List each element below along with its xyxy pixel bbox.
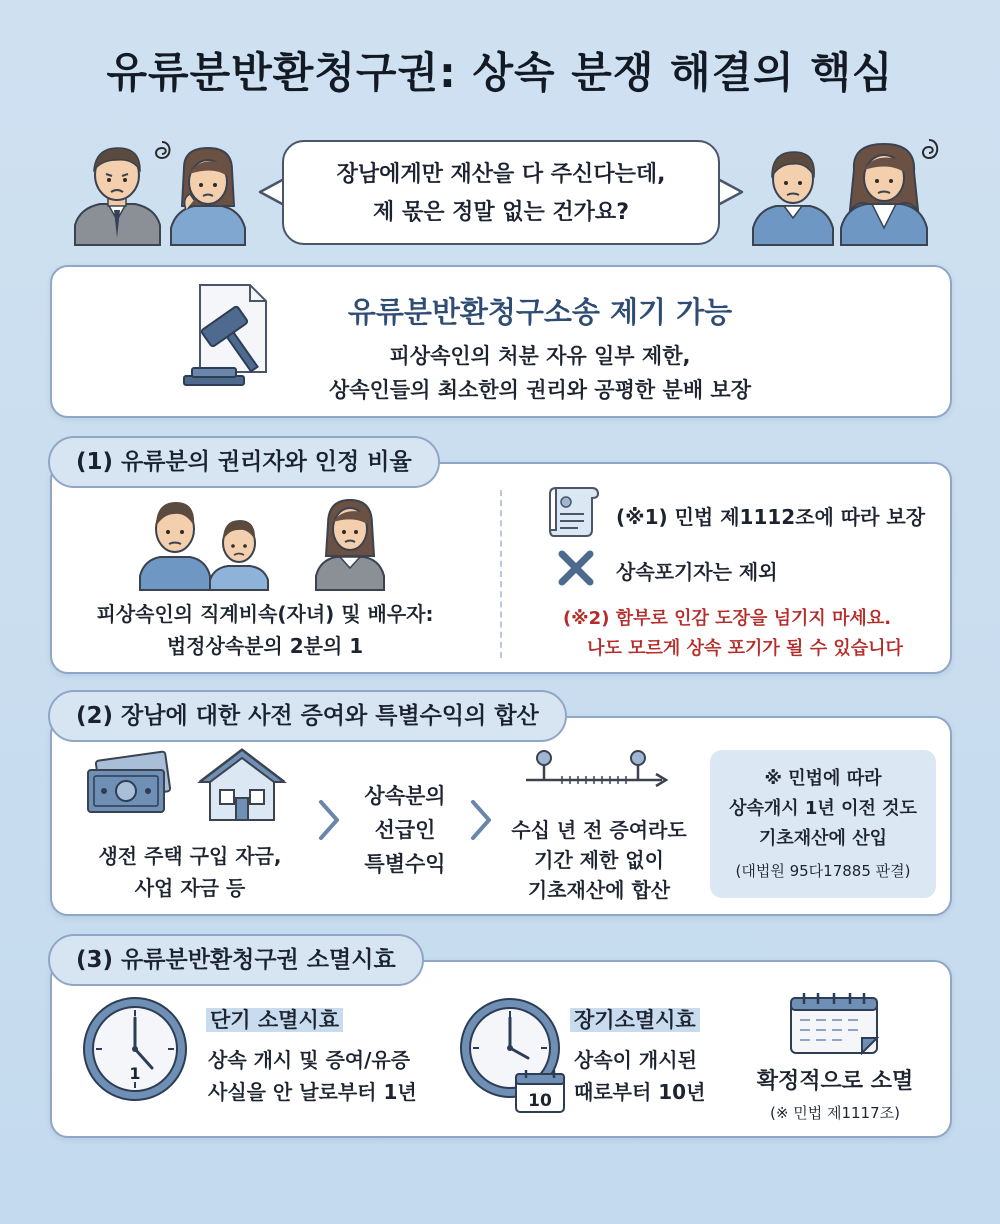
section-2-note-4: (대법원 95다17885 판결) [735,862,911,880]
calendar-icon [788,990,880,1056]
section-3-short-head [206,1004,343,1034]
page-title: 유류분반환청구권: 상속 분쟁 해결의 핵심 [106,48,894,97]
section-1-caption-1: 피상속인의 직계비속(자녀) 및 배우자: [96,602,434,626]
chevron-right-icon-2 [468,798,494,842]
section-3-long-2: 때로부터 10년 [574,1080,706,1104]
money-icon [84,752,172,816]
section-3-final-note: (※ 민법 제1117조) [770,1104,900,1122]
hero-heading: 유류분반환청구소송 제기 가능 [347,295,733,329]
section-2-note-2: 상속개시 1년 이전 것도 [729,798,917,819]
family-icon [136,496,390,590]
section-3-final-head: 확정적으로 소멸 [756,1069,914,1094]
worried-mark-icon-right [914,136,944,166]
bubble-tail-mask-right [712,178,718,206]
bubble-line-1: 장남에게만 재산을 다 주신다는데, [336,162,666,187]
section-1-item-1: (※1) 민법 제1112조에 따라 보장 [616,505,926,529]
section-2-time-3: 기초재산에 합산 [527,878,671,902]
clock-calendar-icon [458,996,570,1114]
hero-line-2: 상속인들의 최소한의 권리와 공평한 분배 보장 [329,378,751,402]
section-1-warning-1: (※2) 함부로 인감 도장을 넘기지 마세요. [562,608,892,629]
section-2-mid-3: 특별수익 [364,852,446,876]
scroll-document-icon [548,484,600,538]
hero-line-1: 피상속인의 처분 자유 일부 제한, [389,344,691,368]
timeline-icon [522,748,672,796]
chevron-right-icon [316,798,342,842]
section-2-note-3: 기초재산에 산입 [759,828,887,849]
section-3-pill: (3) 유류분반환청구권 소멸시효 [48,934,424,986]
house-icon [196,746,288,822]
section-1-caption-2: 법정상속분의 2분의 1 [166,634,364,658]
section-1-item-2: 상속포기자는 제외 [616,560,778,584]
section-2-mid-2: 선급인 [374,818,436,842]
section-3-short-2: 사실을 안 날로부터 1년 [208,1080,417,1104]
section-2-gift-1: 생전 주택 구입 자금, [98,844,282,868]
section-2-mid-1: 상속분의 [364,784,446,808]
bubble-line-2: 제 몫은 정말 없는 건가요? [373,200,629,225]
long-head-text: 장기소멸시효 [570,1008,700,1032]
section-3-long-1: 상속이 개시된 [574,1048,697,1072]
bubble-tail-mask-left [284,178,290,206]
section-2-gift-2: 사업 자금 등 [134,876,246,900]
section-1-pill: (1) 유류분의 권리자와 인정 비율 [48,436,440,488]
long-calendar-label: 10 [528,1091,552,1111]
worried-woman-icon [168,148,248,245]
clock-icon [80,994,190,1104]
section-2-pill: (2) 장남에 대한 사전 증여와 특별수익의 합산 [48,690,567,742]
section-1-warning-2: 나도 모르게 상속 포기가 될 수 있습니다 [587,638,903,659]
section-1-divider [500,490,502,658]
short-clock-label: 1 [129,1064,141,1083]
speech-bubble [282,140,720,245]
section-2-note-1: ※ 민법에 따라 [764,768,882,789]
section-2-time-1: 수십 년 전 증여라도 [511,818,687,842]
short-head-text: 단기 소멸시효 [206,1008,343,1032]
x-mark-icon [556,548,596,588]
section-2-time-2: 기간 제한 없이 [534,848,664,872]
section-3-short-1: 상속 개시 및 증여/유증 [208,1048,411,1072]
worried-son-icon [750,146,836,245]
section-3-long-head [570,1004,700,1034]
